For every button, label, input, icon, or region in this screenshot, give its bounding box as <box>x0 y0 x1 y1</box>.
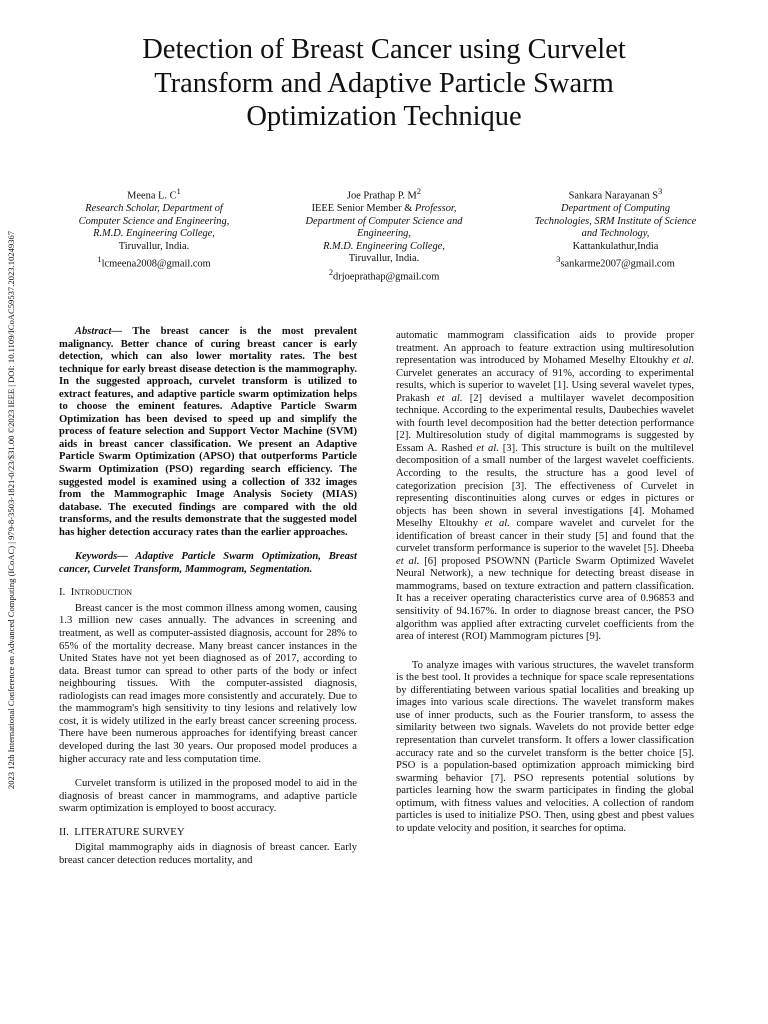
text-run: [3]. This structure is built on the multilevel decomposition of a small number of the largest wavelet coefficients. According to the results, the structure has a good level of categorization precision [3]. The effectiveness of Curvelet in representing discontinuities along curves or edges in pictures or objects has been shown in several investigations [4]. Mohamed Meselhy Eltoukhy <box>396 442 694 530</box>
author-affiliation: Computer Science and Engineering, <box>78 215 230 227</box>
author-sup: 3 <box>556 254 561 265</box>
author-2 <box>290 185 478 284</box>
paragraph: Curvelet transform is utilized in the proposed model to aid in the diagnosis of breast cancer in mammograms, and adaptive particle swarm optimization is employed to boost accuracy. <box>59 778 357 815</box>
author-affiliation: R.M.D. Engineering College, <box>93 228 215 240</box>
author-sup: 2 <box>328 267 334 278</box>
paper-title: Detection of Breast Cancer using Curvelet Transform and Adaptive Particle Swarm Optimization Technique <box>142 34 626 132</box>
abstract <box>59 326 357 539</box>
author-sup: 3 <box>658 186 663 196</box>
author-affiliation: Engineering, <box>357 228 411 240</box>
author-name: Joe Prathap P. M <box>346 190 417 202</box>
et-al: et al. <box>671 355 694 367</box>
section-title: LITERATURE SURVEY <box>74 825 185 838</box>
author-email[interactable]: drjoeprathap@gmail.com <box>333 271 440 283</box>
author-affiliation: Technologies, SRM Institute of Science <box>534 215 697 227</box>
author-sup: 2 <box>416 186 422 196</box>
author-city: Tiruvallur, India. <box>348 253 420 265</box>
right-column <box>396 330 694 835</box>
author-email[interactable]: sankarme2007@gmail.com <box>560 258 675 270</box>
doi-line: 2023 12th International Conference on Advanced Computing (ICoAC) | 979-8-3503-1821-0/23/$31.00 ©2023 IEEE | DOI: 10.1109/ICoAC59537.2023.10249367 <box>6 230 16 790</box>
author-sup: 1 <box>97 254 102 265</box>
text-run: Curvelet generates an accuracy of 91%, according to experimental results, which is superior to wavelet [1]. Using several wavelet types, Prakash <box>396 367 694 404</box>
paragraph: Digital mammography aids in diagnosis of breast cancer. Early breast cancer detection reduces mortality, and <box>59 842 357 866</box>
et-al: et al. <box>396 555 420 567</box>
conference-sidebar <box>0 190 22 830</box>
author-1 <box>62 185 246 272</box>
left-column <box>59 326 357 867</box>
text-run: automatic mammogram classification aids to provide proper treatment. An approach to feature extraction using multiresolution representation was introduced by Mohamed Meselhy Eltoukhy <box>396 330 694 367</box>
section-number: II. <box>59 825 69 838</box>
author-city: Tiruvallur, India. <box>118 240 190 252</box>
author-affiliation: and Technology, <box>581 228 650 240</box>
author-3 <box>518 185 713 272</box>
paragraph <box>396 330 694 644</box>
text-run: compare wavelet and curvelet for the identification of breast cancer in their study [5] and found that the curvelet transform performance is superior to the wavelet [5]. Dheeba <box>396 518 694 555</box>
keywords-label: Keywords <box>74 551 118 563</box>
section-number: I. <box>59 586 66 599</box>
author-affiliation: Department of Computer Science and <box>305 215 463 227</box>
abstract-label: Abstract <box>74 326 112 337</box>
author-email[interactable]: lcmeena2008@gmail.com <box>101 258 211 270</box>
author-role: Professor, <box>414 203 457 215</box>
et-al: et al. <box>484 518 510 530</box>
author-city: Kattankulathur,India <box>572 240 659 252</box>
paragraph: To analyze images with various structures, the wavelet transform is the best tool. It provides a technique for space scale representations by differentiating between various spatial localities and breaking up images into various scale directions. The wavelet transform makes use of inner products, such as the Fourier transform, to assess the similarity between two signals. Wavelets do not provide better edge representation than curvelet transform. It offers a lower classification accuracy rate and so the curvelet transform is the better choice [5]. PSO is a population-based optimization approach mimicking bird swarming behavior [7]. PSO represents potential solutions by particles learning how the swarm participates in finding the global optimum, with fitness values and velocities. A collection of random particles is used to initialize PSO. Then, using gbest and pbest values to update velocity and position, it searches for optima. <box>396 659 694 834</box>
author-affiliation: R.M.D. Engineering College, <box>323 240 445 252</box>
section-heading-introduction <box>59 586 357 599</box>
section-title: Introduction <box>70 586 133 599</box>
author-affiliation: Research Scholar, Department of <box>85 203 223 215</box>
author-name: Sankara Narayanan S <box>568 190 659 202</box>
abstract-text: — The breast cancer is the most prevalent malignancy. Better chance of curing breast cancer is early detection, which can also lower mortality rates. The best technique for early breast disease detection is the mammography. In the suggested approach, curvelet transform is utilized to extract features, and adaptive particle swarm optimization helps to choose the eminent features. Adaptive Particle Swarm Optimization has been devised to speed up and simplify the process of feature selection and Support Vector Machine (SVM) aids in breast cancer classification. We present an Adaptive Particle Swarm Optimization (APSO) that outperforms Particle Swarm Optimization (PSO) regarding search efficiency. The suggested model is examined using a collection of 332 images from the Mammographic Image Analysis Society (MIAS) database. The executed findings are compared with the old transforms, and the results demonstrate that the suggested model has higher detection accuracy rates than the earlier approaches. <box>59 326 357 538</box>
author-membership: IEEE Senior Member & <box>311 203 415 215</box>
author-affiliation: Department of Computing <box>560 203 671 215</box>
text-run: [6] proposed PSOWNN (Particle Swarm Optimized Wavelet Neural Network), a new technique for detecting breast disease in mammograms, based on texture extraction and pattern classification. It has a receiver operating characteristics curve area of 0.96853 and sensitivity of 94.167%. In order to diagnose breast cancer, the PSO algorithm was applied after extracting curvelet coefficients from the area of interest (ROI) Mammogram pictures [9]. <box>396 555 694 643</box>
section-heading-literature-survey <box>59 826 357 839</box>
et-al: et al. <box>436 392 463 404</box>
text-run: [2] devised a multilayer wavelet decomposition technique. According to the experimental results, Daubechies wavelet with fourth level decomposition had the better detection performance [2]. Multiresolution study of digital mammograms is suggested by Essam A. Rashed <box>396 392 694 454</box>
author-sup: 1 <box>176 186 181 196</box>
paragraph: Breast cancer is the most common illness among women, causing 1.3 million new cases annually. The advances in screening and treatment, as well as computer-assisted diagnosis, account for 28% to 65% of the mortality decrease. Many breast cancer instances in the United States have not yet been diagnosed as of 2017, according to data. Breast tumor can spread to other parts of the body or infect neighbouring tissues. With the computer-assisted diagnosis, radiologists can read images more consistently and accurately. Due to the mammogram's high sensitivity to tiny lesions and relatively low cost, it is widely utilized in the early breast cancer screening process. There have been numerous approaches for identifying breast cancer developed during the last 30 years. Our proposed model produces a higher accuracy rate and less computation time. <box>59 602 357 765</box>
keywords-text: — Adaptive Particle Swarm Optimization, Breast cancer, Curvelet Transform, Mammogram, Segmentation. <box>59 551 357 575</box>
author-name: Meena L. C <box>127 190 177 202</box>
et-al: et al. <box>476 442 499 454</box>
keywords <box>59 551 357 576</box>
